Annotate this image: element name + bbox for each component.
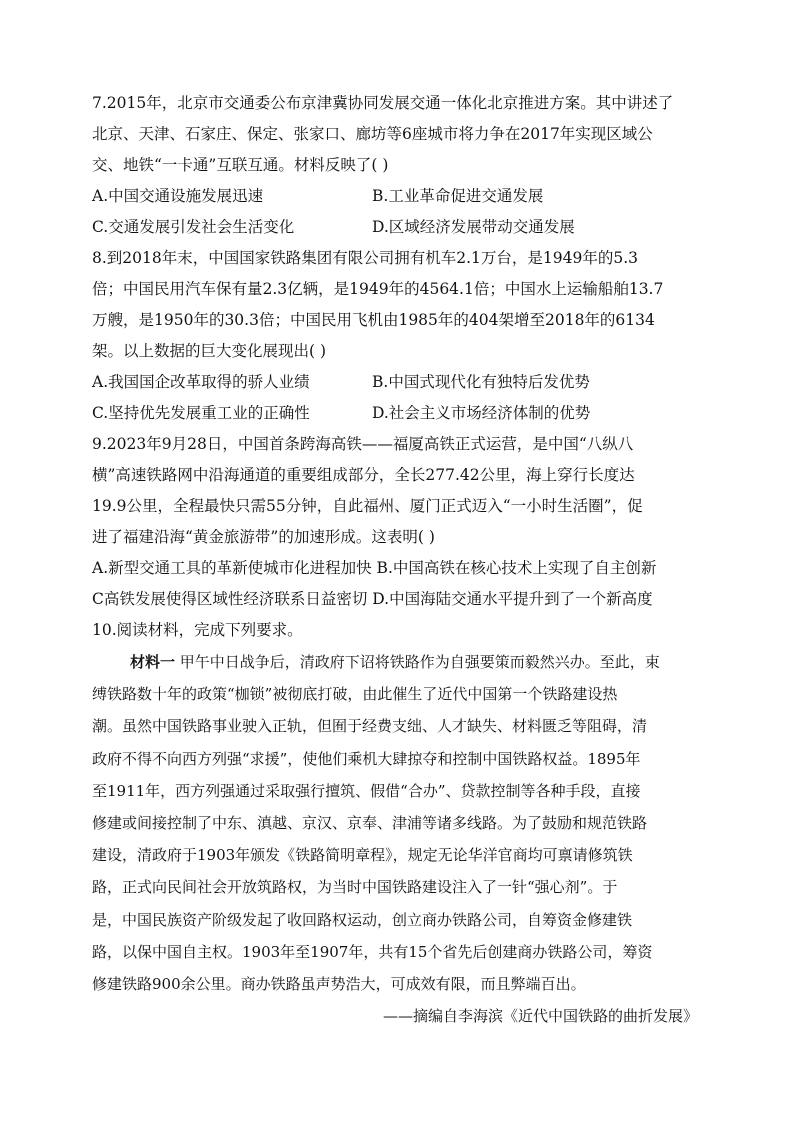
question-7	[92, 88, 702, 243]
option-row	[92, 367, 702, 398]
material-line: 潮。虽然中国铁路事业驶入正轨，但囿于经费支绌、人才缺失、材料匮乏等阻碍，清	[92, 717, 648, 736]
material-line: 政府不得不向西方列强“求援”，使他们乘机大肆掠夺和控制中国铁路权益。1895年	[92, 749, 641, 768]
material-label: 材料一	[130, 653, 176, 671]
option-c: C.交通发展引发社会生活变化	[92, 218, 295, 236]
material-line: 修建铁路900余公里。商办铁路虽声势浩大，可成效有限，而且弊端百出。	[92, 974, 586, 993]
question-stem-line: 倍；中国民用汽车保有量2.3亿辆，是1949年的4564.1倍；中国水上运输船舶13.7	[92, 280, 664, 298]
question-stem-line: 19.9公里，全程最快只需55分钟，自此福州、厦门正式迈入“一小时生活圈”，促	[92, 497, 643, 515]
material-text: 甲午中日战争后，清政府下诏将铁路作为自强要策而毅然兴办。至此，束	[179, 653, 660, 671]
material-passage	[92, 646, 702, 1032]
question-8	[92, 243, 702, 429]
question-stem-line: 9.2023年9月28日，中国首条跨海高铁——福厦高铁正式运营，是中国“八纵八	[92, 435, 634, 453]
option-row	[92, 398, 702, 429]
option-c: C.坚持优先发展重工业的正确性	[92, 404, 310, 422]
material-line: 修建或间接控制了中东、滇越、京汉、京奉、津浦等诸多线路。为了鼓励和规范铁路	[92, 813, 648, 832]
option-b: B.中国式现代化有独特后发优势	[372, 373, 590, 391]
option-d: D.区域经济发展带动交通发展	[372, 218, 575, 236]
exam-page	[92, 88, 702, 1032]
material-line: 是，中国民族资产阶级发起了收回路权运动，创立商办铁路公司，自筹资金修建铁	[92, 910, 633, 929]
question-9	[92, 429, 702, 615]
question-stem-line: 8.到2018年末，中国国家铁路集团有限公司拥有机车2.1万台，是1949年的5.3	[92, 249, 638, 267]
material-source: ——摘编自李海滨《近代中国铁路的曲折发展》	[382, 1007, 698, 1026]
material-line: 路，正式向民间社会开放筑路权，为当时中国铁路建设注入了一针“强心剂”。于	[92, 878, 618, 897]
option-a: A.中国交通设施发展迅速	[92, 187, 264, 205]
option-d: D.社会主义市场经济体制的优势	[372, 404, 591, 422]
option-row-ab: A.新型交通工具的革新使城市化进程加快 B.中国高铁在核心技术上实现了自主创新	[92, 559, 657, 577]
question-stem-line: 进了福建沿海“黄金旅游带”的加速形成。这表明( )	[92, 528, 435, 546]
question-stem-line: 7.2015年，北京市交通委公布京津冀协同发展交通一体化北京推进方案。其中讲述了	[92, 94, 674, 112]
material-line	[92, 646, 702, 678]
material-line: 至1911年，西方列强通过采取强行擅筑、假借“合办”、贷款控制等各种手段，直接	[92, 781, 641, 800]
question-10	[92, 615, 702, 1032]
question-stem-line: 万艘，是1950年的30.3倍；中国民用飞机由1985年的404架增至2018年的6134	[92, 311, 655, 329]
question-stem-line: 北京、天津、石家庄、保定、张家口、廊坊等6座城市将力争在2017年实现区域公	[92, 125, 653, 143]
question-stem-line: 交、地铁“一卡通”互联互通。材料反映了( )	[92, 156, 389, 174]
question-stem-line: 架。以上数据的巨大变化展现出( )	[92, 342, 327, 360]
question-stem-line: 10.阅读材料，完成下列要求。	[92, 621, 303, 639]
option-row	[92, 212, 702, 243]
option-b: B.工业革命促进交通发展	[372, 187, 544, 205]
option-row	[92, 181, 702, 212]
material-line: 缚铁路数十年的政策“枷锁”被彻底打破，由此催生了近代中国第一个铁路建设热	[92, 685, 618, 704]
option-row-cd: C高铁发展使得区域性经济联系日益密切 D.中国海陆交通水平提升到了一个新高度	[92, 590, 653, 608]
question-stem-line: 横”高速铁路网中沿海通道的重要组成部分，全长277.42公里，海上穿行长度达	[92, 466, 635, 484]
material-line: 路，以保中国自主权。1903年至1907年，共有15个省先后创建商办铁路公司，筹资	[92, 942, 653, 961]
option-a: A.我国国企改革取得的骄人业绩	[92, 373, 310, 391]
material-line: 建设，清政府于1903年颁发《铁路简明章程》，规定无论华洋官商均可禀请修筑铁	[92, 846, 633, 865]
